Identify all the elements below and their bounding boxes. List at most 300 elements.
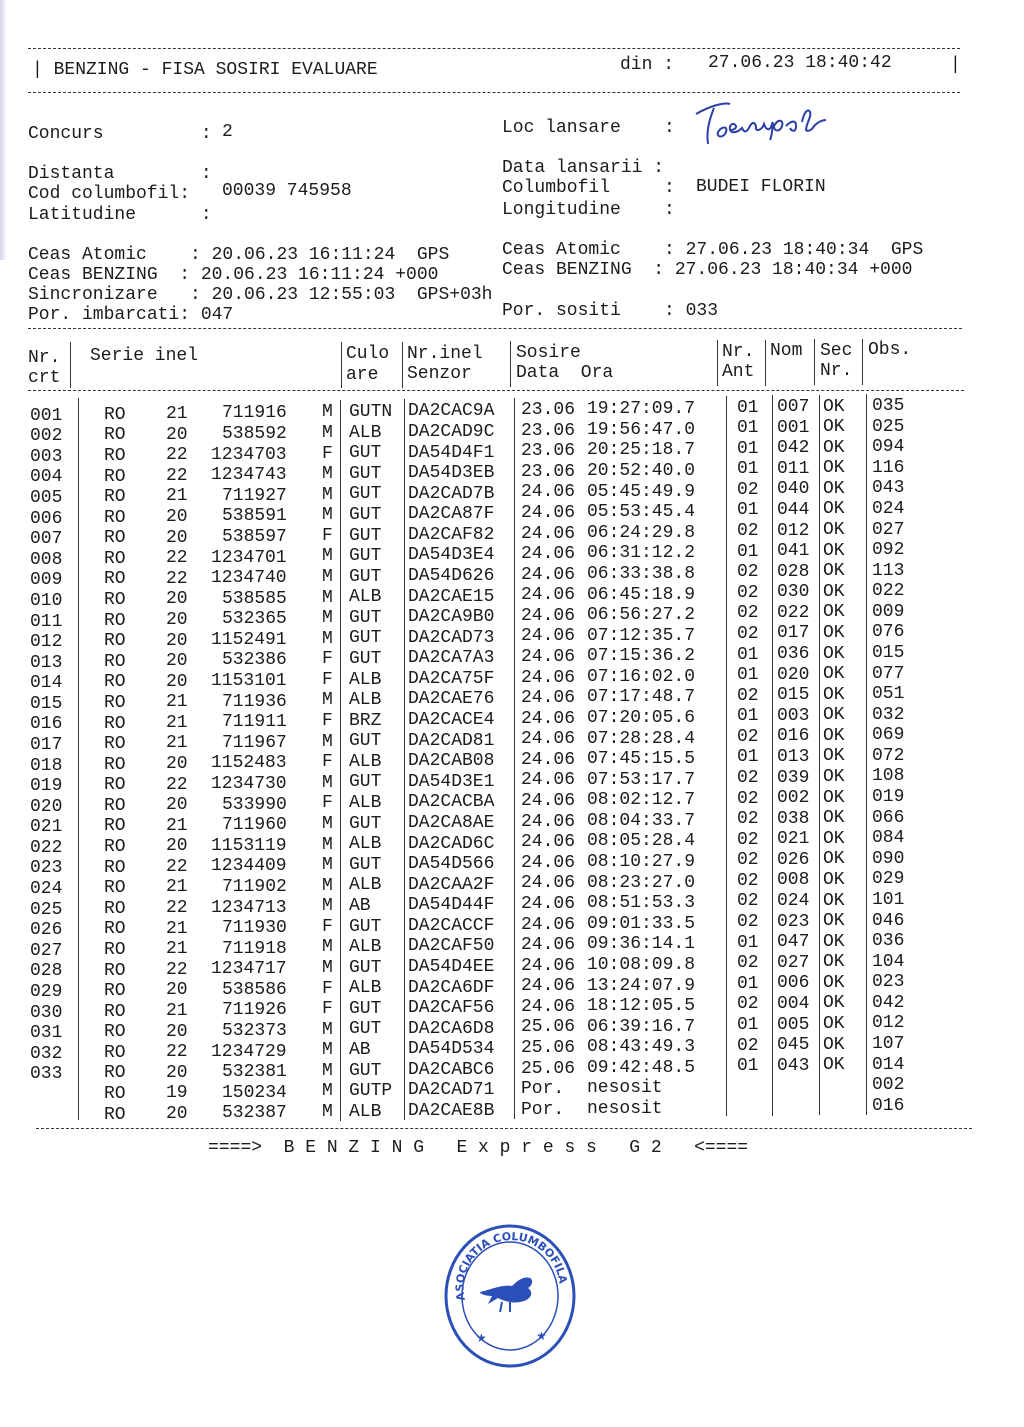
row-color: ALB — [349, 690, 382, 711]
row-column-divider — [340, 935, 341, 956]
row-nom: 040 — [777, 479, 810, 500]
row-ring: 711960 — [222, 815, 287, 835]
row-time: 05:45:49.9 — [587, 481, 696, 502]
row-column-divider — [819, 683, 820, 704]
row-nr: 020 — [30, 796, 63, 817]
row-sensor: DA2CACBA — [408, 792, 495, 813]
row-time: 20:25:18.7 — [587, 440, 696, 461]
row-ro: RO — [104, 960, 126, 981]
row-column-divider — [819, 930, 820, 951]
concurs-label: Concurs : — [28, 124, 212, 144]
col-crt: crt — [28, 368, 61, 388]
row-column-divider — [819, 1012, 820, 1033]
row-column-divider — [772, 745, 773, 766]
row-sensor: DA54D626 — [408, 565, 495, 586]
row-ring: 538592 — [222, 424, 287, 444]
row-column-divider — [772, 889, 773, 910]
row-sec: OK — [823, 602, 845, 623]
row-time: 09:36:14.1 — [587, 934, 696, 955]
row-column-divider — [772, 1033, 773, 1054]
loc-lansare-label: Loc lansare : — [502, 118, 675, 138]
row-color: GUT — [349, 731, 382, 752]
row-time: 20:52:40.0 — [587, 461, 696, 481]
row-column-divider — [514, 1036, 515, 1057]
row-column-divider — [514, 954, 515, 975]
row-nom: 015 — [777, 685, 810, 706]
row-column-divider — [514, 419, 515, 440]
row-color: GUT — [349, 1019, 382, 1040]
porumbei-sositi: Por. sositi : 033 — [502, 301, 719, 321]
row-column-divider — [514, 974, 515, 995]
row-sensor: DA2CAD81 — [408, 730, 495, 751]
row-column-divider — [772, 1095, 773, 1116]
row-year: 20 — [166, 1021, 188, 1042]
row-column-divider — [819, 806, 820, 827]
col-nr: Nr. — [28, 348, 61, 368]
row-column-divider — [514, 625, 515, 646]
row-column-divider — [514, 769, 515, 790]
row-ring: 538597 — [222, 526, 287, 547]
header-divider-ant — [717, 340, 718, 386]
row-color: ALB — [349, 422, 382, 443]
row-sex: F — [322, 916, 333, 937]
row-nr: 022 — [30, 837, 63, 858]
row-year: 22 — [166, 1042, 188, 1063]
row-nom: 005 — [777, 1014, 810, 1035]
row-column-divider — [866, 394, 867, 415]
row-ant: 02 — [737, 912, 759, 932]
row-column-divider — [340, 400, 341, 421]
row-obs: 009 — [872, 601, 905, 622]
scan-edge-shadow — [0, 0, 7, 260]
row-sec: OK — [823, 767, 845, 787]
col-serie-inel: Serie inel — [90, 346, 199, 366]
row-sec: OK — [823, 808, 845, 829]
row-sec: OK — [823, 581, 845, 602]
row-date: 23.06 — [521, 400, 576, 420]
row-ring: 1234717 — [211, 959, 287, 980]
row-column-divider — [514, 398, 515, 419]
row-column-divider — [404, 749, 405, 770]
row-nr: 003 — [30, 446, 63, 467]
row-column-divider — [726, 1013, 727, 1034]
row-ro: RO — [104, 425, 126, 446]
row-column-divider — [866, 497, 867, 518]
row-year: 21 — [166, 815, 188, 836]
row-date: 24.06 — [521, 935, 576, 956]
row-column-divider — [340, 585, 341, 606]
row-nr: 013 — [30, 652, 63, 673]
row-column-divider — [772, 992, 773, 1013]
header-divider-sosire — [510, 341, 511, 387]
row-column-divider — [514, 748, 515, 769]
row-color: GUT — [349, 957, 382, 978]
row-sensor: DA2CAF56 — [408, 998, 495, 1019]
row-color: GUT — [349, 504, 382, 525]
row-ro: RO — [104, 528, 126, 549]
row-sensor: DA2CACCF — [408, 915, 495, 936]
row-column-divider — [340, 812, 341, 833]
row-obs: 015 — [872, 642, 905, 663]
row-color: ALB — [349, 937, 382, 958]
row-sensor: DA2CAE8B — [408, 1101, 495, 1121]
row-date: 24.06 — [521, 564, 576, 585]
row-sec: OK — [823, 993, 845, 1014]
row-date: 24.06 — [521, 852, 576, 873]
row-column-divider — [340, 565, 341, 586]
row-sec: OK — [823, 787, 845, 808]
row-sensor: DA54D3E1 — [408, 771, 495, 792]
col-obs: Obs. — [868, 340, 912, 360]
row-nom: 023 — [777, 911, 810, 932]
row-ro: RO — [104, 672, 126, 693]
row-column-divider — [866, 765, 867, 786]
row-nr: 032 — [30, 1043, 63, 1064]
row-color: GUT — [349, 854, 382, 875]
row-ro: RO — [104, 404, 126, 425]
row-column-divider — [726, 663, 727, 684]
row-year: 20 — [166, 1062, 188, 1083]
row-year: 20 — [166, 630, 188, 651]
col-nr-ant: Nr. — [722, 342, 755, 362]
row-year: 20 — [166, 836, 188, 857]
star-icon: ★ — [476, 1331, 487, 1345]
row-ant: 02 — [737, 768, 759, 788]
row-ring: 532373 — [222, 1020, 287, 1041]
row-sensor: DA54D3E4 — [408, 545, 495, 566]
row-nr: 004 — [30, 467, 63, 488]
row-column-divider — [819, 621, 820, 642]
col-nom: Nom — [770, 341, 803, 361]
row-nr: 011 — [30, 611, 63, 632]
row-ant: 01 — [737, 973, 759, 994]
row-column-divider — [819, 395, 820, 416]
row-column-divider — [819, 559, 820, 580]
row-year: 20 — [166, 1103, 188, 1124]
row-ring: 1234409 — [211, 856, 287, 877]
row-obs: 024 — [872, 498, 905, 519]
row-column-divider — [726, 766, 727, 787]
row-column-divider — [404, 1017, 405, 1038]
row-column-divider — [514, 995, 515, 1016]
row-nr: 014 — [30, 673, 63, 694]
row-column-divider — [819, 642, 820, 663]
row-column-divider — [340, 873, 341, 894]
row-column-divider — [866, 1053, 867, 1074]
row-column-divider — [772, 786, 773, 807]
row-column-divider — [866, 1011, 867, 1032]
row-column-divider — [340, 729, 341, 750]
row-time: 07:16:02.0 — [587, 666, 696, 687]
row-date: 24.06 — [521, 955, 576, 976]
row-column-divider — [772, 663, 773, 684]
row-column-divider — [726, 848, 727, 869]
row-column-divider — [340, 956, 341, 977]
row-year: 22 — [166, 445, 188, 466]
row-column-divider — [514, 460, 515, 481]
row-column-divider — [404, 852, 405, 873]
row-sex: F — [322, 525, 333, 546]
row-year: 20 — [166, 424, 188, 445]
row-obs: 107 — [872, 1034, 905, 1054]
row-column-divider — [404, 502, 405, 523]
row-column-divider — [819, 744, 820, 765]
columbofil-value: BUDEI FLORIN — [696, 177, 826, 197]
row-date: 24.06 — [521, 688, 576, 709]
row-column-divider — [726, 1034, 727, 1055]
row-nom: 008 — [777, 870, 810, 891]
row-sensor: DA2CA8AE — [408, 812, 495, 833]
row-sensor: DA54D44F — [408, 895, 495, 916]
row-column-divider — [819, 971, 820, 992]
row-color: ALB — [349, 978, 382, 999]
row-column-divider — [404, 646, 405, 667]
row-ant: 02 — [737, 479, 759, 500]
row-color: GUTP — [349, 1081, 393, 1102]
row-obs: 042 — [872, 992, 905, 1013]
row-obs: 094 — [872, 437, 905, 458]
row-column-divider — [404, 461, 405, 482]
row-sec: OK — [823, 911, 845, 931]
row-column-divider — [404, 482, 405, 503]
row-nr: 002 — [30, 426, 63, 447]
row-ring: 533990 — [222, 794, 287, 815]
row-time: 13:24:07.9 — [587, 975, 696, 996]
row-time: 09:01:33.5 — [587, 913, 696, 934]
row-sensor: DA54D4F1 — [408, 442, 495, 463]
row-color: GUT — [349, 998, 382, 1019]
table-divider-left — [70, 342, 71, 388]
row-column-divider — [866, 929, 867, 950]
row-year: 21 — [166, 404, 188, 425]
row-column-divider — [340, 771, 341, 792]
row-time: 06:31:12.2 — [587, 543, 696, 564]
row-nom: 022 — [777, 602, 810, 623]
row-sex: M — [322, 464, 333, 484]
row-year: 20 — [166, 980, 188, 1001]
row-column-divider — [514, 871, 515, 892]
row-column-divider — [404, 420, 405, 441]
row-column-divider — [514, 604, 515, 625]
row-nom: 011 — [777, 458, 810, 479]
row-ro: RO — [104, 1042, 126, 1063]
row-sensor: DA2CAF50 — [408, 936, 495, 957]
row-sensor: DA54D566 — [408, 854, 495, 875]
row-sensor: DA2CAA2F — [408, 874, 495, 895]
row-column-divider — [340, 1100, 341, 1121]
row-ring: 711936 — [222, 691, 287, 712]
row-ro: RO — [104, 1001, 126, 1022]
col-ant: Ant — [722, 362, 755, 382]
row-column-divider — [772, 930, 773, 951]
row-time: 06:33:38.8 — [587, 563, 696, 584]
row-column-divider — [404, 626, 405, 647]
row-time: 06:45:18.9 — [587, 584, 696, 605]
row-nom: 013 — [777, 746, 810, 767]
row-date: 23.06 — [521, 461, 576, 482]
row-column-divider — [340, 503, 341, 524]
row-color: BRZ — [349, 710, 382, 731]
row-ant: 01 — [737, 644, 759, 665]
row-sex: F — [322, 752, 333, 773]
row-nom: 002 — [777, 788, 810, 809]
row-column-divider — [404, 996, 405, 1017]
row-column-divider — [866, 1073, 867, 1094]
row-column-divider — [819, 456, 820, 477]
row-column-divider — [819, 889, 820, 910]
row-column-divider — [726, 807, 727, 828]
row-date: 24.06 — [521, 749, 576, 770]
row-column-divider — [819, 991, 820, 1012]
header-divider-culo — [341, 342, 342, 388]
row-column-divider — [866, 847, 867, 868]
row-column-divider — [866, 518, 867, 539]
row-column-divider — [404, 605, 405, 626]
row-sec: OK — [823, 520, 845, 540]
row-column-divider — [819, 827, 820, 848]
row-column-divider — [819, 662, 820, 683]
row-ring: 532387 — [222, 1103, 287, 1124]
row-time: 07:45:15.5 — [587, 749, 696, 770]
row-ring: 1153101 — [211, 671, 287, 692]
row-column-divider — [772, 457, 773, 478]
row-obs: 108 — [872, 766, 905, 787]
row-sex: M — [322, 1102, 333, 1122]
row-sec: OK — [823, 725, 845, 746]
row-date: 23.06 — [521, 441, 576, 462]
row-ro: RO — [104, 569, 126, 590]
row-date: 24.06 — [521, 976, 576, 997]
row-ro: RO — [104, 898, 126, 919]
row-column-divider — [726, 869, 727, 890]
row-ant: 01 — [737, 665, 759, 686]
row-ant: 01 — [737, 459, 759, 480]
row-column-divider — [404, 1099, 405, 1120]
row-nr: 007 — [30, 529, 63, 550]
row-date: 25.06 — [521, 1017, 576, 1038]
row-column-divider — [772, 683, 773, 704]
row-sec: OK — [823, 478, 845, 499]
row-sec: OK — [823, 952, 845, 973]
col-culoare-1: Culo — [346, 344, 390, 364]
row-sex: F — [322, 649, 333, 670]
row-sex: F — [322, 711, 333, 731]
data-lansarii-label: Data lansarii : — [502, 158, 665, 178]
row-column-divider — [404, 688, 405, 709]
row-sex: M — [322, 937, 333, 958]
row-date: 24.06 — [521, 626, 576, 647]
row-nr: 026 — [30, 920, 63, 941]
row-obs: 113 — [872, 560, 905, 581]
row-ring: 532365 — [222, 609, 287, 630]
row-date: 24.06 — [521, 873, 576, 894]
row-nom: 028 — [777, 561, 810, 582]
row-color: GUT — [349, 813, 382, 834]
row-nom: 003 — [777, 705, 810, 726]
latitudine-label: Latitudine : — [28, 205, 212, 225]
row-ant: 01 — [737, 418, 759, 439]
row-year: 20 — [166, 507, 188, 527]
row-column-divider — [726, 704, 727, 725]
row-column-divider — [726, 478, 727, 499]
row-year: 21 — [166, 918, 188, 939]
row-column-divider — [866, 744, 867, 765]
row-color: ALB — [349, 751, 382, 772]
row-date: 24.06 — [521, 914, 576, 935]
row-nom: 043 — [777, 1055, 810, 1076]
row-obs: 027 — [872, 519, 905, 540]
row-column-divider — [514, 892, 515, 913]
row-year: 22 — [166, 568, 188, 589]
row-time: nesosit — [587, 1078, 663, 1099]
distanta-label: Distanta : — [28, 164, 212, 184]
row-sensor: DA54D3EB — [408, 463, 495, 483]
row-column-divider — [772, 869, 773, 890]
row-obs: 077 — [872, 663, 905, 684]
row-sex: M — [322, 958, 333, 978]
row-obs: 025 — [872, 416, 905, 437]
row-column-divider — [404, 543, 405, 564]
signature-image — [690, 96, 840, 151]
row-column-divider — [726, 951, 727, 972]
table-top-rule — [28, 328, 962, 329]
row-sex: M — [322, 896, 333, 917]
row-column-divider — [866, 559, 867, 580]
row-column-divider — [726, 993, 727, 1014]
row-column-divider — [866, 435, 867, 456]
row-color: GUT — [349, 607, 382, 628]
row-column-divider — [866, 415, 867, 436]
row-time: 07:53:17.7 — [587, 769, 696, 790]
row-sex: M — [322, 813, 333, 834]
row-ring: 538591 — [222, 506, 287, 527]
row-sensor: DA54D534 — [408, 1039, 495, 1060]
row-nr: 023 — [30, 858, 63, 879]
row-ring: 711911 — [222, 712, 287, 733]
row-ring: 711930 — [222, 917, 287, 938]
row-obs: 016 — [872, 1095, 905, 1116]
row-sec: OK — [823, 561, 845, 582]
row-ring: 711902 — [222, 876, 287, 897]
row-ant: 02 — [737, 870, 759, 891]
concurs-value: 2 — [222, 122, 233, 142]
row-column-divider — [866, 888, 867, 909]
row-color: GUT — [349, 916, 382, 937]
row-ro: RO — [104, 692, 126, 713]
row-year: 20 — [166, 671, 188, 692]
row-column-divider — [819, 436, 820, 457]
row-column-divider — [404, 811, 405, 832]
row-column-divider — [772, 601, 773, 622]
row-nom: 026 — [777, 849, 810, 870]
row-sec: OK — [823, 1055, 845, 1076]
row-sec: OK — [823, 499, 845, 520]
row-ro: RO — [104, 919, 126, 940]
row-year: 22 — [166, 465, 188, 486]
row-column-divider — [819, 765, 820, 786]
club-stamp — [440, 1218, 580, 1368]
row-ring: 1234743 — [211, 465, 287, 486]
row-nom: 027 — [777, 952, 810, 973]
row-obs: 116 — [872, 457, 905, 478]
row-sex: M — [322, 1040, 333, 1061]
row-sex: M — [322, 628, 333, 649]
row-year: 20 — [166, 795, 188, 816]
row-time: 06:56:27.2 — [587, 605, 696, 625]
row-ring: 711927 — [222, 485, 287, 506]
porumbei-imbarcati: Por. imbarcati: 047 — [28, 305, 234, 325]
row-column-divider — [404, 564, 405, 585]
